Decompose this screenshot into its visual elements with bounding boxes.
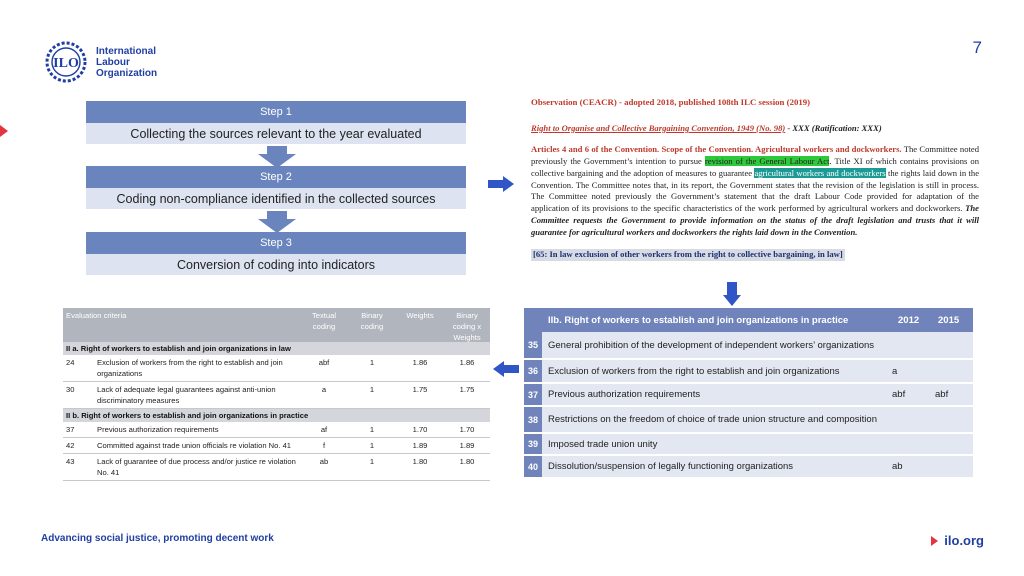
col-binary-weights: Binary coding x Weights <box>452 311 482 342</box>
convention-line <box>531 123 979 135</box>
row-year-1 <box>886 434 929 454</box>
logo-line-1: International <box>96 45 157 57</box>
step-1-text: Collecting the sources relevant to the year evaluated <box>86 123 466 144</box>
step-1-title: Step 1 <box>86 101 466 123</box>
evaluation-header <box>63 308 490 342</box>
observation-code: [65: In law exclusion of other workers from the right to collective bargaining, in law] <box>533 249 843 260</box>
col-binary: Binary coding <box>360 311 384 331</box>
slide-number: 7 <box>972 38 982 57</box>
col-year-2: 2015 <box>938 314 960 326</box>
play-icon <box>931 536 938 546</box>
row-year-1: abf <box>886 384 929 405</box>
down-arrow-icon <box>258 146 296 168</box>
indicators-header <box>524 308 973 332</box>
step-3-text: Conversion of coding into indicators <box>86 254 466 275</box>
row-year-2 <box>929 434 973 454</box>
indicators-table <box>524 308 973 479</box>
row-num: 40 <box>524 456 542 477</box>
observation-title: Observation (CEACR) - adopted 2018, published 108th ILC session (2019) <box>531 97 811 107</box>
observation-text-part: The Committee noted previously the Government’s intention to pursue <box>531 143 979 166</box>
row-weights: 1.80 <box>412 457 428 466</box>
row-year-2: abf <box>929 384 973 405</box>
row-label: Previous authorization requirements <box>542 384 886 405</box>
row-num: 37 <box>524 384 542 405</box>
left-marker-icon <box>0 125 8 137</box>
step-3 <box>86 232 466 275</box>
row-year-1: ab <box>886 456 929 477</box>
row-binary: 1 <box>369 441 375 450</box>
table-row <box>63 382 490 409</box>
col-criteria: Evaluation criteria <box>66 311 127 320</box>
col-weights: Weights <box>406 311 434 320</box>
row-year-2 <box>929 456 973 477</box>
section-b: II b. Right of workers to establish and join organizations in practice <box>63 409 490 422</box>
row-textual: ab <box>319 457 329 466</box>
logo-line-3: Organization <box>96 67 158 79</box>
row-binary: 1 <box>369 425 375 434</box>
row-bxw: 1.89 <box>459 441 475 450</box>
row-num: 30 <box>66 385 75 394</box>
row-num: 42 <box>66 441 75 450</box>
section-a: II a. Right of workers to establish and join organizations in law <box>63 342 490 355</box>
row-label: Restrictions on the freedom of choice of trade union structure and composition <box>542 407 886 432</box>
row-year-2 <box>929 360 973 382</box>
row-year-1 <box>886 407 929 432</box>
row-num: 24 <box>66 358 75 367</box>
observation-text-part: the rights laid down in the Convention. The Committee notes that, in its report, the Government states that the revision of the legislation is still in process. The Committee noted previously the Government’s statement that the draft Labour Code provided for adaptation of the application of its provisions to the specific characteristics of the work performed by agricultural workers and dockworkers. <box>531 167 980 214</box>
ilo-logo <box>40 40 157 84</box>
right-arrow-icon <box>488 176 514 192</box>
table-row <box>524 456 973 479</box>
row-binary: 1 <box>369 358 375 367</box>
row-bxw: 1.70 <box>459 425 475 434</box>
table-row <box>63 355 490 382</box>
observation-text <box>531 97 979 261</box>
table-row <box>63 422 490 438</box>
row-num: 37 <box>66 425 75 434</box>
evaluation-table <box>63 308 490 481</box>
table-row <box>524 407 973 434</box>
highlight-teal: agricultural workers and dockworkers <box>754 167 886 178</box>
row-binary: 1 <box>369 385 375 394</box>
left-arrow-icon <box>493 361 519 377</box>
observation-text-part: . Title XI of which contains provisions on collective bargaining and the adoption of measures to guarantee <box>531 155 980 178</box>
highlight-green: revision of the General Labour Act <box>704 155 830 166</box>
row-bxw: 1.86 <box>459 358 475 367</box>
footer-site[interactable] <box>931 533 984 548</box>
row-label: General prohibition of the development of independent workers’ organizations <box>542 332 886 358</box>
row-num: 35 <box>524 332 542 358</box>
down-arrow-icon <box>258 211 296 233</box>
row-num: 38 <box>524 407 542 432</box>
table-row <box>524 332 973 360</box>
row-num: 43 <box>66 457 75 466</box>
row-weights: 1.89 <box>412 441 428 450</box>
row-num: 39 <box>524 434 542 454</box>
down-arrow-icon <box>723 282 741 306</box>
col-textual: Textual coding <box>311 311 337 331</box>
row-desc: Committed against trade union officials re violation No. 41 <box>97 441 292 450</box>
row-textual: abf <box>318 358 330 367</box>
step-3-title: Step 3 <box>86 232 466 254</box>
row-desc: Previous authorization requirements <box>97 425 219 434</box>
table-row <box>524 434 973 456</box>
footer-tagline: Advancing social justice, promoting decent work <box>41 533 274 544</box>
convention-link[interactable]: Right to Organise and Collective Bargaining Convention, 1949 (No. 98) <box>531 122 786 133</box>
row-weights: 1.70 <box>412 425 428 434</box>
convention-suffix: - XXX (Ratification: XXX) <box>785 122 882 133</box>
row-weights: 1.86 <box>412 358 428 367</box>
observation-heading: Articles 4 and 6 of the Convention. Scope of the Convention. Agricultural workers and dockworkers. <box>531 143 902 154</box>
step-2 <box>86 166 466 209</box>
row-num: 36 <box>524 360 542 382</box>
table-row <box>524 360 973 384</box>
observation-paragraph <box>531 144 979 239</box>
table-row <box>524 384 973 407</box>
ilo-emblem-letters: ILO <box>53 56 79 71</box>
row-binary: 1 <box>369 457 375 466</box>
indicators-title: IIb. Right of workers to establish and join organizations in practice <box>548 314 849 326</box>
observation-request: The Committee requests the Government to provide information on the status of the draft legislation and trusts that it will guarantee for agricultural workers and dockworkers the rights laid down in the Convention. <box>531 203 979 238</box>
table-row <box>63 454 490 481</box>
row-desc: Lack of guarantee of due process and/or justice re violation No. 41 <box>97 457 296 477</box>
row-year-2 <box>929 332 973 358</box>
row-textual: f <box>322 441 326 450</box>
ilo-emblem-icon <box>40 40 92 84</box>
step-1 <box>86 101 466 144</box>
footer-site-label[interactable]: ilo.org <box>944 533 984 548</box>
logo-line-2: Labour <box>96 56 130 68</box>
row-label: Imposed trade union unity <box>542 434 886 454</box>
row-textual: af <box>320 425 328 434</box>
row-textual: a <box>321 385 327 394</box>
step-2-title: Step 2 <box>86 166 466 188</box>
row-year-1: a <box>886 360 929 382</box>
row-bxw: 1.80 <box>459 457 475 466</box>
row-label: Dissolution/suspension of legally functioning organizations <box>542 456 886 477</box>
table-row <box>63 438 490 454</box>
col-year-1: 2012 <box>898 314 920 326</box>
row-label: Exclusion of workers from the right to establish and join organizations <box>542 360 886 382</box>
row-year-1 <box>886 332 929 358</box>
row-weights: 1.75 <box>412 385 428 394</box>
row-bxw: 1.75 <box>459 385 475 394</box>
row-desc: Exclusion of workers from the right to establish and join organizations <box>97 358 283 378</box>
step-2-text: Coding non-compliance identified in the collected sources <box>86 188 466 209</box>
row-year-2 <box>929 407 973 432</box>
row-desc: Lack of adequate legal guarantees against anti-union discriminatory measures <box>97 385 276 405</box>
